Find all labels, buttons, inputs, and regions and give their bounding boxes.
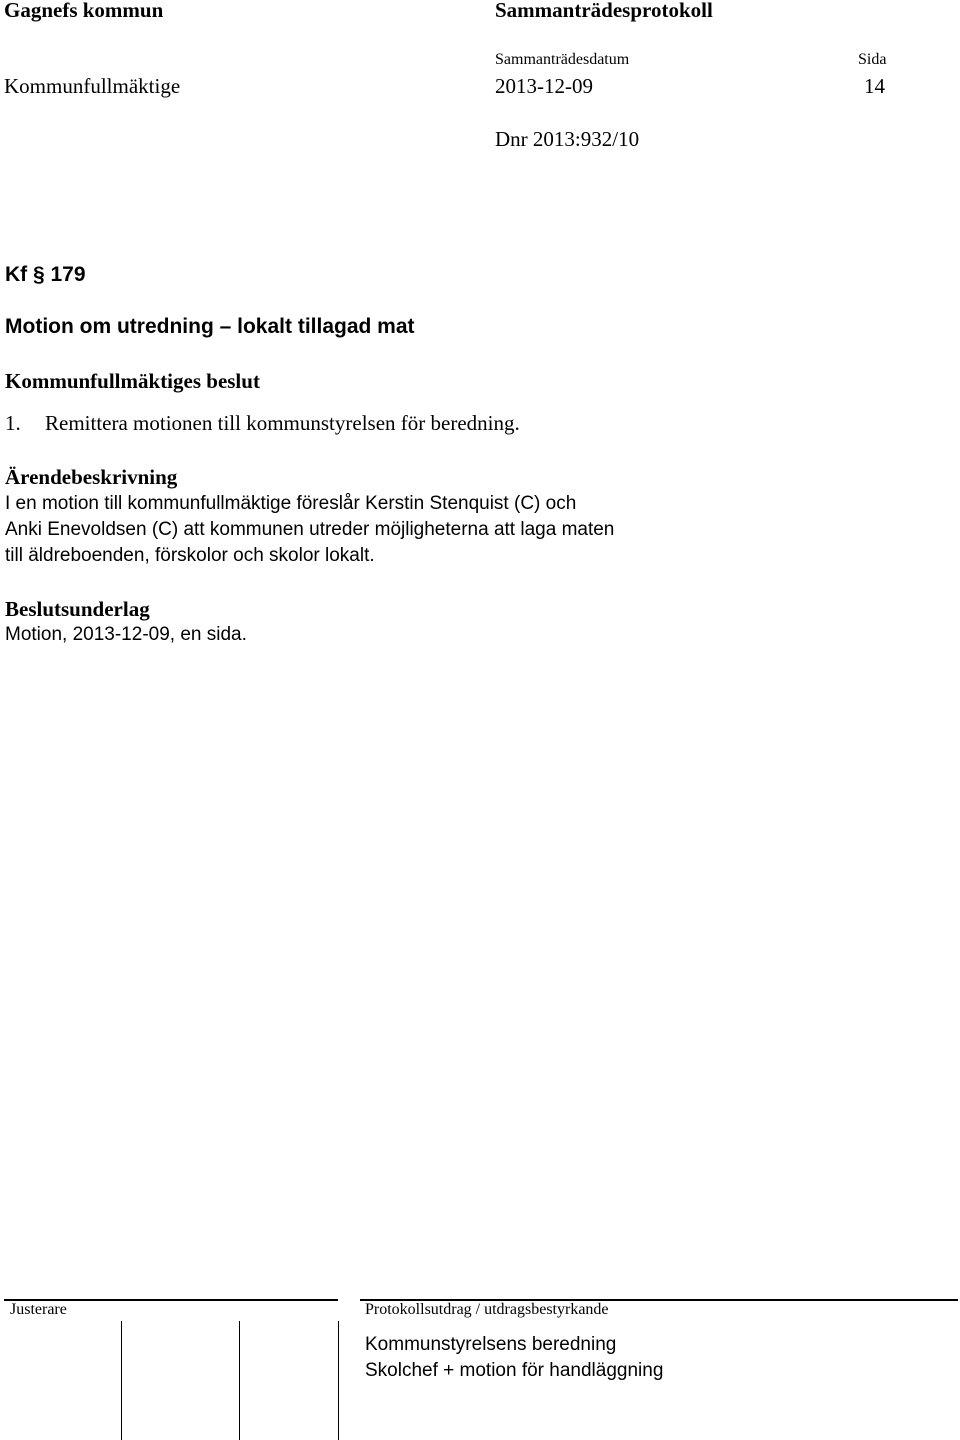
description-heading: Ärendebeskrivning <box>5 465 178 489</box>
description-line: Anki Enevoldsen (C) att kommunen utreder möjligheterna att laga maten <box>5 519 615 540</box>
justerare-label: Justerare <box>10 1301 67 1318</box>
signature-box-divider <box>338 1321 339 1440</box>
decision-heading: Kommunfullmäktiges beslut <box>5 369 260 393</box>
excerpt-label: Protokollsutdrag / utdragsbestyrkande <box>365 1301 609 1318</box>
registration-number: Dnr 2013:932/10 <box>495 127 640 151</box>
signature-box-divider <box>121 1321 122 1440</box>
page-number: 14 <box>864 74 885 98</box>
governing-body: Kommunfullmäktige <box>4 74 181 98</box>
excerpt-recipient: Skolchef + motion för handläggning <box>365 1360 664 1381</box>
page-label: Sida <box>858 51 887 68</box>
decision-item-text: Remittera motionen till kommunstyrelsen för beredning. <box>45 411 520 435</box>
signature-box-divider <box>239 1321 240 1440</box>
meeting-date: 2013-12-09 <box>495 74 593 98</box>
meeting-date-label: Sammanträdesdatum <box>495 51 630 68</box>
matter-title: Motion om utredning – lokalt tillagad mat <box>5 315 415 338</box>
document-type: Sammanträdesprotokoll <box>495 0 713 22</box>
basis-heading: Beslutsunderlag <box>5 597 150 621</box>
basis-text: Motion, 2013-12-09, en sida. <box>5 624 247 645</box>
decision-item-number: 1. <box>5 411 21 435</box>
excerpt-recipient: Kommunstyrelsens beredning <box>365 1334 617 1355</box>
description-line: till äldreboenden, förskolor och skolor lokalt. <box>5 545 375 566</box>
organization-name: Gagnefs kommun <box>4 0 164 22</box>
description-line: I en motion till kommunfullmäktige föreslår Kerstin Stenquist (C) och <box>5 493 577 514</box>
decision-item <box>5 411 520 436</box>
paragraph-number: Kf § 179 <box>5 263 86 286</box>
